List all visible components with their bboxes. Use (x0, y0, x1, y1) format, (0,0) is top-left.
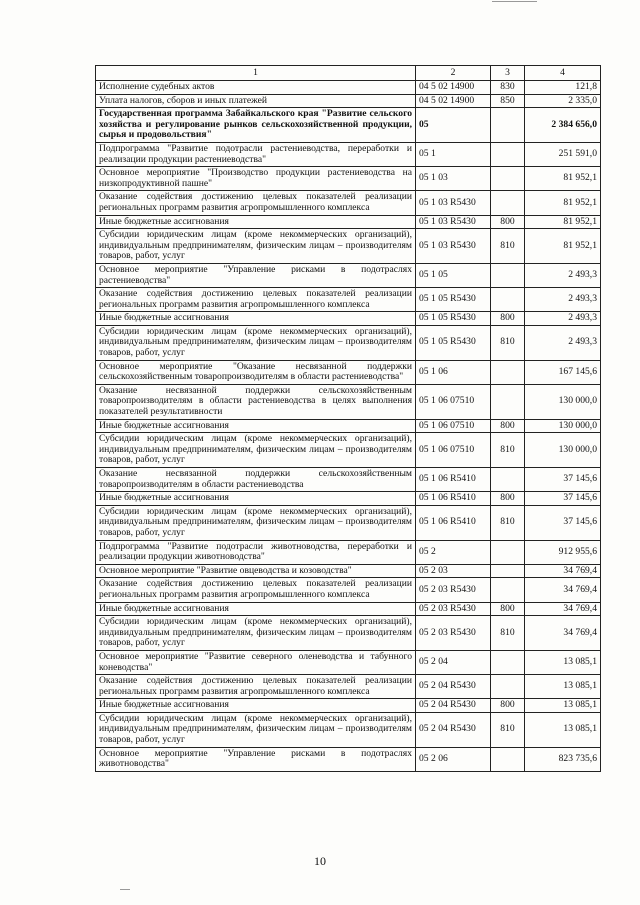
table-row (96, 433, 601, 468)
table-row (96, 384, 601, 419)
row-expense-type-cell (491, 263, 525, 287)
row-name-cell: Субсидии юридическим лицам (кроме некоммерческих организаций), индивидуальным предпринимателям, физическим лицам – производителям товаров, работ, услуг (96, 505, 416, 540)
row-expense-type-cell: 810 (491, 229, 525, 264)
row-sum-cell: 251 591,0 (525, 142, 601, 166)
table-row (96, 616, 601, 651)
row-code-cell: 05 2 04 R5430 (416, 675, 491, 699)
row-expense-type-cell: 810 (491, 325, 525, 360)
row-sum-cell: 130 000,0 (525, 419, 601, 433)
row-code-cell: 05 2 04 R5430 (416, 699, 491, 713)
row-expense-type-cell: 850 (491, 94, 525, 108)
table-row (96, 602, 601, 616)
table-row (96, 94, 601, 108)
row-sum-cell: 2 493,3 (525, 312, 601, 326)
row-name-cell: Иные бюджетные ассигнования (96, 419, 416, 433)
row-code-cell: 05 1 06 R5410 (416, 492, 491, 506)
table-row (96, 263, 601, 287)
row-name-cell: Субсидии юридическим лицам (кроме некоммерческих организаций), индивидуальным предпринимателям, физическим лицам – производителям товаров, работ, услуг (96, 712, 416, 747)
table-row (96, 108, 601, 143)
row-name-cell: Оказание содействия достижению целевых показателей реализации региональных программ развития агропромышленного комплекса (96, 578, 416, 602)
row-expense-type-cell (491, 540, 525, 564)
row-sum-cell: 13 085,1 (525, 712, 601, 747)
row-code-cell: 05 1 06 R5410 (416, 505, 491, 540)
row-name-cell: Иные бюджетные ассигнования (96, 699, 416, 713)
row-expense-type-cell (491, 564, 525, 578)
row-expense-type-cell (491, 675, 525, 699)
table-row (96, 288, 601, 312)
row-sum-cell: 2 493,3 (525, 288, 601, 312)
row-expense-type-cell: 800 (491, 215, 525, 229)
table-row (96, 360, 601, 384)
table-row (96, 675, 601, 699)
row-code-cell: 05 2 06 (416, 747, 491, 771)
row-sum-cell: 912 955,6 (525, 540, 601, 564)
row-name-cell: Иные бюджетные ассигнования (96, 602, 416, 616)
row-expense-type-cell: 810 (491, 505, 525, 540)
row-code-cell: 05 1 05 R5430 (416, 288, 491, 312)
row-name-cell: Государственная программа Забайкальского края "Развитие сельского хозяйства и регулирование рынков сельскохозяйственной продукции, сырья и продовольствия" (96, 108, 416, 143)
row-expense-type-cell: 830 (491, 81, 525, 95)
row-expense-type-cell: 800 (491, 602, 525, 616)
table-row (96, 312, 601, 326)
row-expense-type-cell (491, 468, 525, 492)
row-code-cell: 05 1 05 R5430 (416, 325, 491, 360)
budget-table-body (96, 66, 601, 772)
row-code-cell: 05 2 03 R5430 (416, 602, 491, 616)
row-name-cell: Субсидии юридическим лицам (кроме некоммерческих организаций), индивидуальным предпринимателям, физическим лицам – производителям товаров, работ, услуг (96, 229, 416, 264)
row-sum-cell: 13 085,1 (525, 699, 601, 713)
row-expense-type-cell: 810 (491, 616, 525, 651)
row-name-cell: Уплата налогов, сборов и иных платежей (96, 94, 416, 108)
row-name-cell: Субсидии юридическим лицам (кроме некоммерческих организаций), индивидуальным предпринимателям, физическим лицам – производителям товаров, работ, услуг (96, 433, 416, 468)
row-expense-type-cell: 800 (491, 419, 525, 433)
row-code-cell: 05 2 (416, 540, 491, 564)
row-sum-cell: 130 000,0 (525, 384, 601, 419)
table-row (96, 578, 601, 602)
row-code-cell: 04 5 02 14900 (416, 94, 491, 108)
row-name-cell: Иные бюджетные ассигнования (96, 312, 416, 326)
table-row (96, 505, 601, 540)
table-row (96, 81, 601, 95)
row-expense-type-cell (491, 108, 525, 143)
row-name-cell: Подпрограмма "Развитие подотрасли растениеводства, переработки и реализации продукции растениеводства" (96, 142, 416, 166)
table-row (96, 540, 601, 564)
row-code-cell: 05 1 03 R5430 (416, 191, 491, 215)
row-name-cell: Иные бюджетные ассигнования (96, 492, 416, 506)
row-code-cell: 05 1 03 R5430 (416, 215, 491, 229)
row-code-cell: 05 2 03 (416, 564, 491, 578)
row-name-cell: Субсидии юридическим лицам (кроме некоммерческих организаций), индивидуальным предпринимателям, физическим лицам – производителям товаров, работ, услуг (96, 616, 416, 651)
table-row (96, 564, 601, 578)
row-sum-cell: 34 769,4 (525, 616, 601, 651)
row-name-cell: Основное мероприятие "Развитие северного оленеводства и табунного коневодства" (96, 650, 416, 674)
row-code-cell: 05 1 06 (416, 360, 491, 384)
row-sum-cell: 37 145,6 (525, 505, 601, 540)
row-code-cell: 05 1 06 07510 (416, 433, 491, 468)
row-expense-type-cell (491, 578, 525, 602)
row-code-cell: 05 1 03 (416, 167, 491, 191)
row-expense-type-cell (491, 288, 525, 312)
row-expense-type-cell: 800 (491, 699, 525, 713)
budget-table (95, 65, 601, 772)
row-sum-cell: 121,8 (525, 81, 601, 95)
row-code-cell: 05 1 05 (416, 263, 491, 287)
scan-artifact-line (120, 889, 130, 890)
table-row (96, 747, 601, 771)
row-sum-cell: 823 735,6 (525, 747, 601, 771)
row-sum-cell: 37 145,6 (525, 492, 601, 506)
row-expense-type-cell: 800 (491, 312, 525, 326)
row-code-cell: 05 2 03 R5430 (416, 578, 491, 602)
row-sum-cell: 81 952,1 (525, 229, 601, 264)
row-code-cell: 05 1 06 07510 (416, 384, 491, 419)
header-cell-code: 2 (416, 66, 491, 81)
row-name-cell: Оказание несвязанной поддержки сельскохозяйственным товаропроизводителям в области растениеводства (96, 468, 416, 492)
row-sum-cell: 2 493,3 (525, 263, 601, 287)
row-sum-cell: 34 769,4 (525, 602, 601, 616)
row-sum-cell: 81 952,1 (525, 191, 601, 215)
row-expense-type-cell (491, 747, 525, 771)
row-code-cell: 05 (416, 108, 491, 143)
row-code-cell: 05 1 05 R5430 (416, 312, 491, 326)
scan-artifact-line (492, 1, 537, 2)
row-sum-cell: 167 145,6 (525, 360, 601, 384)
row-name-cell: Оказание содействия достижению целевых показателей реализации региональных программ развития агропромышленного комплекса (96, 288, 416, 312)
row-expense-type-cell (491, 191, 525, 215)
header-cell-sum: 4 (525, 66, 601, 81)
row-name-cell: Основное мероприятие "Развитие овцеводства и козоводства" (96, 564, 416, 578)
table-row (96, 492, 601, 506)
row-code-cell: 05 1 03 R5430 (416, 229, 491, 264)
row-name-cell: Оказание содействия достижению целевых показателей реализации региональных программ развития агропромышленного комплекса (96, 675, 416, 699)
table-row (96, 650, 601, 674)
row-sum-cell: 81 952,1 (525, 167, 601, 191)
row-sum-cell: 130 000,0 (525, 433, 601, 468)
row-name-cell: Основное мероприятие "Управление рисками в подотраслях растениеводства" (96, 263, 416, 287)
row-name-cell: Исполнение судебных актов (96, 81, 416, 95)
row-expense-type-cell: 810 (491, 712, 525, 747)
row-sum-cell: 2 493,3 (525, 325, 601, 360)
row-sum-cell: 34 769,4 (525, 578, 601, 602)
row-expense-type-cell (491, 142, 525, 166)
row-name-cell: Подпрограмма "Развитие подотрасли животноводства, переработки и реализации продукции животноводства" (96, 540, 416, 564)
row-name-cell: Основное мероприятие "Управление рисками в подотраслях животноводства" (96, 747, 416, 771)
row-sum-cell: 81 952,1 (525, 215, 601, 229)
table-header-row (96, 66, 601, 81)
row-name-cell: Субсидии юридическим лицам (кроме некоммерческих организаций), индивидуальным предпринимателям, физическим лицам – производителям товаров, работ, услуг (96, 325, 416, 360)
row-code-cell: 05 1 (416, 142, 491, 166)
row-sum-cell: 13 085,1 (525, 650, 601, 674)
row-sum-cell: 37 145,6 (525, 468, 601, 492)
row-code-cell: 05 1 06 R5410 (416, 468, 491, 492)
row-name-cell: Оказание содействия достижению целевых показателей реализации региональных программ развития агропромышленного комплекса (96, 191, 416, 215)
page-number: 10 (314, 854, 326, 868)
table-row (96, 167, 601, 191)
row-name-cell: Основное мероприятие "Производство продукции растениеводства на низкопродуктивной пашне" (96, 167, 416, 191)
table-row (96, 142, 601, 166)
table-row (96, 419, 601, 433)
row-code-cell: 05 1 06 07510 (416, 419, 491, 433)
row-expense-type-cell (491, 650, 525, 674)
header-cell-name: 1 (96, 66, 416, 81)
row-expense-type-cell (491, 384, 525, 419)
row-name-cell: Основное мероприятие "Оказание несвязанной поддержки сельскохозяйственным товаропроизводителям в области растениеводства" (96, 360, 416, 384)
table-row (96, 699, 601, 713)
table-row (96, 215, 601, 229)
table-row (96, 191, 601, 215)
row-code-cell: 05 2 04 (416, 650, 491, 674)
row-sum-cell: 2 384 656,0 (525, 108, 601, 143)
header-cell-expense-type: 3 (491, 66, 525, 81)
row-expense-type-cell: 810 (491, 433, 525, 468)
row-name-cell: Иные бюджетные ассигнования (96, 215, 416, 229)
row-expense-type-cell: 800 (491, 492, 525, 506)
table-row (96, 325, 601, 360)
row-name-cell: Оказание несвязанной поддержки сельскохозяйственным товаропроизводителям в области растениеводства в целях выполнения показателей результативности (96, 384, 416, 419)
row-code-cell: 04 5 02 14900 (416, 81, 491, 95)
table-row (96, 468, 601, 492)
table-row (96, 712, 601, 747)
table-row (96, 229, 601, 264)
row-sum-cell: 2 335,0 (525, 94, 601, 108)
row-expense-type-cell (491, 167, 525, 191)
row-sum-cell: 13 085,1 (525, 675, 601, 699)
row-code-cell: 05 2 03 R5430 (416, 616, 491, 651)
row-sum-cell: 34 769,4 (525, 564, 601, 578)
row-expense-type-cell (491, 360, 525, 384)
row-code-cell: 05 2 04 R5430 (416, 712, 491, 747)
